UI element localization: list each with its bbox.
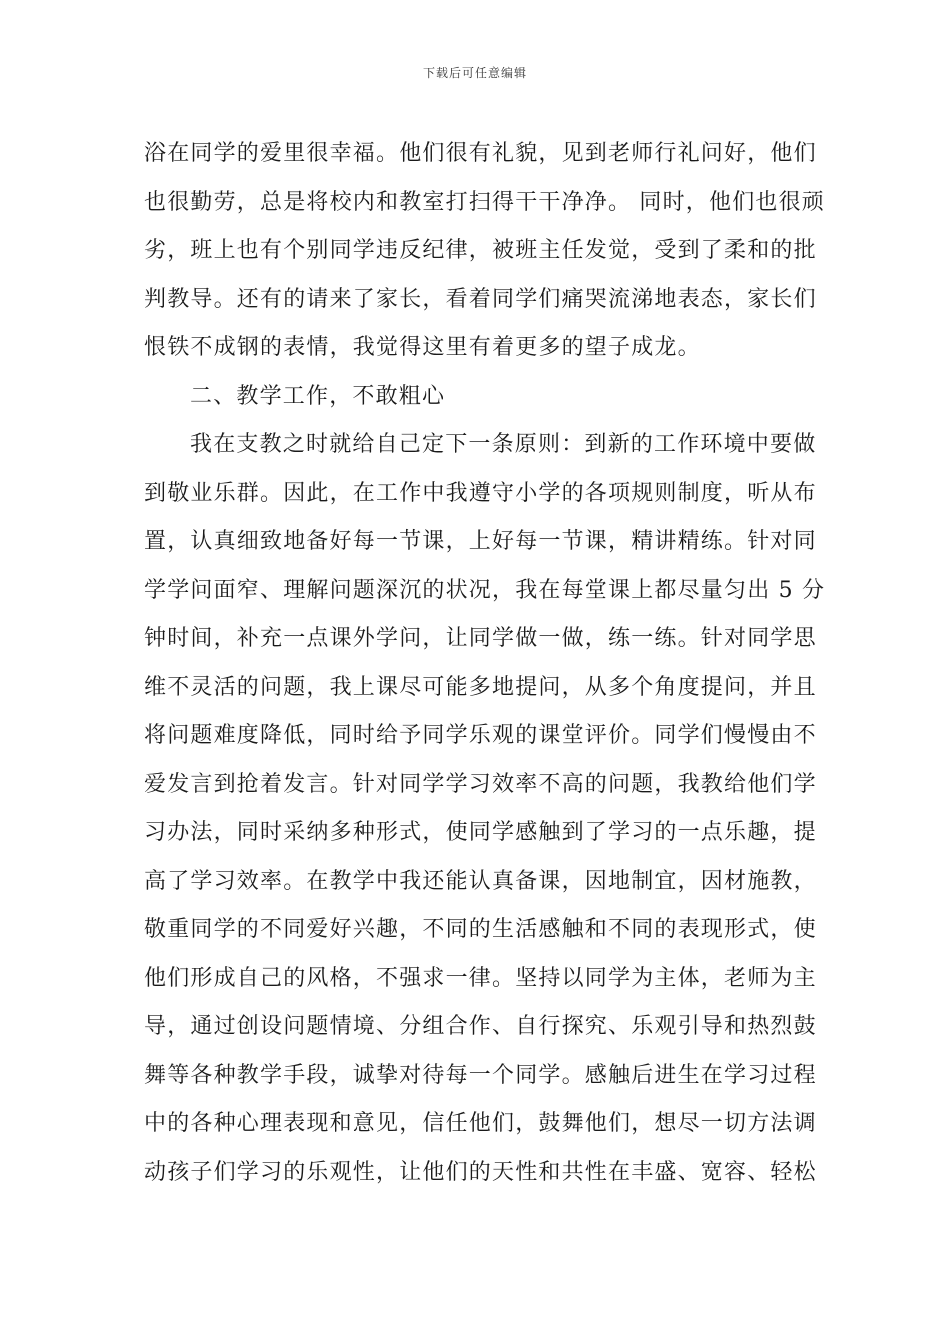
text-line: 恨铁不成钢的表情，我觉得这里有着更多的望子成龙。 <box>144 335 701 360</box>
text-line: 导，通过创设问题情境、分组合作、自行探究、乐观引导和热烈鼓 <box>144 1014 817 1039</box>
text-line: 也很勤劳，总是将校内和教室打扫得干干净净。 同时，他们也很顽 <box>144 189 825 215</box>
text-line: 浴在同学的爱里很幸福。他们很有礼貌，见到老师行礼问好，他们 <box>144 141 817 166</box>
text-line: 爱发言到抢着发言。针对同学学习效率不高的问题，我教给他们学 <box>144 771 817 797</box>
text-line: 动孩子们学习的乐观性，让他们的天性和共性在丰盛、宽容、轻松 <box>144 1159 817 1185</box>
text-line: 习办法，同时采纳多种形式，使同学感触到了学习的一点乐趣，提 <box>144 820 817 845</box>
text-line: 敬重同学的不同爱好兴趣，不同的生活感触和不同的表现形式，使 <box>144 917 817 942</box>
text-line: 舞等各种教学手段，诚挚对待每一个同学。感触后进生在学习过程 <box>144 1062 817 1088</box>
paragraph-first-line: 我在支教之时就给自己定下一条原则：到新的工作环境中要做 <box>190 432 817 457</box>
text-line: 劣，班上也有个别同学违反纪律，被班主任发觉，受到了柔和的批 <box>144 238 817 263</box>
text-line: 学学问面窄、理解问题深沉的状况，我在每堂课上都尽量匀出 5 分 <box>144 577 826 603</box>
text-line: 中的各种心理表现和意见，信任他们，鼓舞他们，想尽一切方法调 <box>144 1111 817 1136</box>
text-line: 维不灵活的问题，我上课尽可能多地提问，从多个角度提问，并且 <box>144 674 817 700</box>
text-line: 到敬业乐群。因此，在工作中我遵守小学的各项规则制度，听从布 <box>144 480 817 506</box>
page-header: 下载后可任意编辑 <box>422 66 527 80</box>
body-text <box>144 130 826 1197</box>
text-line: 置，认真细致地备好每一节课，上好每一节课，精讲精练。针对同 <box>144 529 817 554</box>
text-line: 高了学习效率。在教学中我还能认真备课，因地制宜，因材施教， <box>144 868 817 894</box>
text-line: 他们形成自己的风格，不强求一律。坚持以同学为主体，老师为主 <box>144 965 817 991</box>
text-line: 判教导。还有的请来了家长，看着同学们痛哭流涕地表态，家长们 <box>144 286 817 312</box>
text-line: 将问题难度降低，同时给予同学乐观的课堂评价。同学们慢慢由不 <box>144 723 817 748</box>
section-heading: 二、教学工作，不敢粗心 <box>190 383 446 409</box>
text-line: 钟时间，补充一点课外学问，让同学做一做，练一练。针对同学思 <box>144 626 817 651</box>
